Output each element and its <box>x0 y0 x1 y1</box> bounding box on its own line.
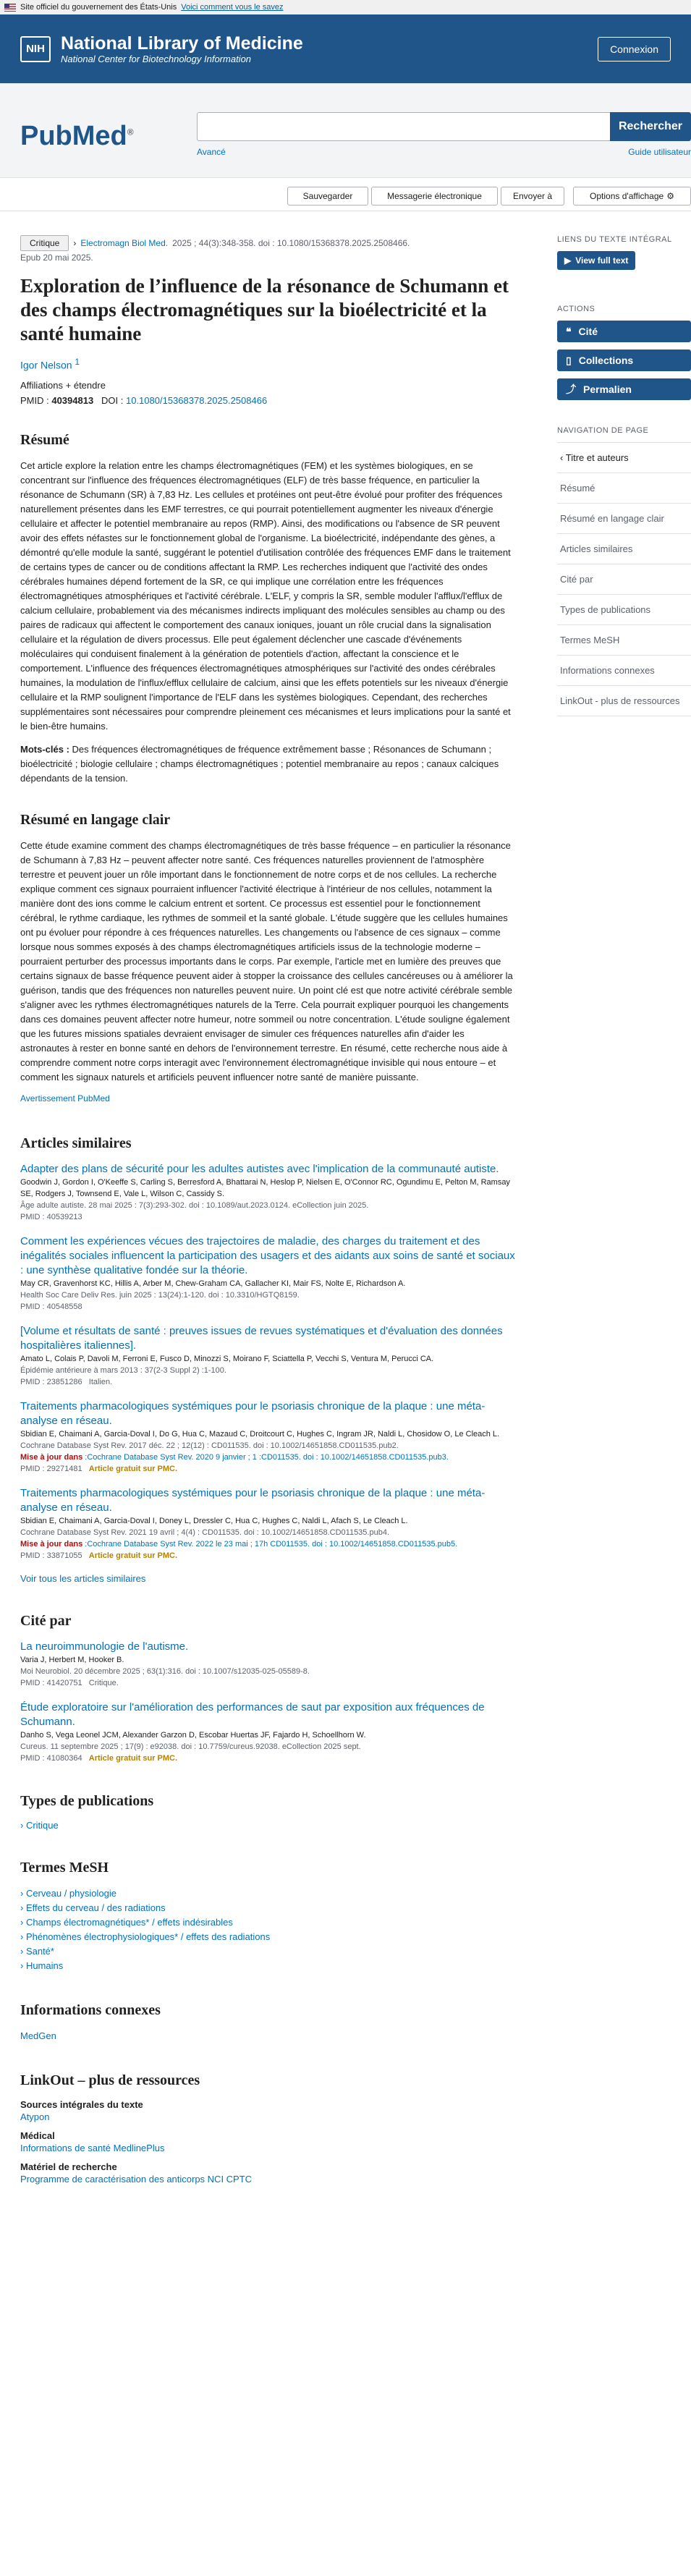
article-link[interactable]: Adapter des plans de sécurité pour les adultes autistes avec l'implication de la communauté autiste. <box>20 1162 499 1175</box>
keywords: Mots-clés : Des fréquences électromagnétiques de fréquence extrêmement basse ; Résonances de Schumann ; bioélectricité ; biologie cellulaire ; champs électromagnétiques ; potentiel membranaire au repos ; canaux calciques dépendants de la tension. <box>20 743 499 784</box>
update-link[interactable]: :Cochrane Database Syst Rev. 2020 9 janvier ; 1 :CD011535. doi : 10.1002/14651858.CD011535.pub3. <box>85 1452 449 1462</box>
main-content <box>20 235 516 2187</box>
similar-article: Traitements pharmacologiques systémiques pour le psoriasis chronique de la plaque : une méta-analyse en réseau. Sbidian E, Chaimani A, Garcia-Doval I, Do G, Hua C, Mazaud C, Droitcourt C, Hughes C, Ingram JR, Naldi L, Chosidow O, Le Cleach L. Cochrane Database Syst Rev. 2017 déc. 22 ; 12(12) : CD011535. doi : 10.1002/14651858.CD011535.pub2. Mise à jour dans :Cochrane Database Syst Rev. 2020 9 janvier ; 1 :CD011535. doi : 10.1002/14651858.CD011535.pub3. PMID : 29271481 Article gratuit sur PMC. <box>20 1399 500 1473</box>
see-all-similar-link[interactable]: Voir tous les articles similaires <box>20 1572 146 1584</box>
update-link[interactable]: :Cochrane Database Syst Rev. 2022 le 23 mai ; 17h CD011535. doi : 10.1002/14651858.CD011535.pub5. <box>85 1539 458 1548</box>
article-link[interactable]: La neuroimmunologie de l'autisme. <box>20 1640 189 1653</box>
gear-icon: ⚙ <box>666 191 674 201</box>
doi-link[interactable]: 10.1080/15368378.2025.2508466 <box>125 394 268 406</box>
collections-button[interactable]: ▯ Collections <box>557 349 691 371</box>
nav-related-info[interactable]: Informations connexes <box>557 656 691 686</box>
similar-article: Adapter des plans de sécurité pour les adultes autistes avec l'implication de la communauté autiste. Goodwin J, Gordon I, O'Keeffe S, Carling S, Berresford A, Bhattarai N, Heslop P, Nielsen E, O'Connor RC, Ogundimu E, Pelton M, Ramsay SE, Rodgers J, Townsend E, Vale L, Wilson C, Cassidy S. Âge adulte autiste. 28 mai 2025 : 7(3):293-302. doi : 10.1089/aut.2023.0124. eCollection juin 2025. PMID : 40539213 <box>20 1162 510 1221</box>
search-button[interactable]: Rechercher <box>610 112 691 141</box>
nav-abstract[interactable]: Résumé <box>557 473 691 504</box>
send-to-button[interactable]: Envoyer à <box>501 187 564 206</box>
gov-banner <box>0 0 691 14</box>
article-link[interactable]: Traitements pharmacologiques systémiques pour le psoriasis chronique de la plaque : une méta-analyse en réseau. <box>20 1399 486 1427</box>
mesh-term-link[interactable]: › Effets du cerveau / des radiations <box>20 1902 166 1913</box>
mesh-heading: Termes MeSH <box>20 1859 109 1876</box>
chevron-left-icon: ‹ <box>560 452 564 463</box>
linkout-sections: Sources intégrales du texte Atypon Médical Informations de santé MedlinePlus Matériel de recherche Programme de caractérisation des anticorps NCI CPTC <box>20 2098 253 2185</box>
lay-summary-text: Cette étude examine comment des champs électromagnétiques de très basse fréquence – en particulier la résonance de Schumann à 7,83 Hz – peuvent affecter notre santé. Ces fréquences naturelles proviennent de l'atmosphère terrestre et peuvent jouer un rôle important dans le fonctionnement de notre corps et de nos cellules. La recherche explique comment ces signaux pourraient influencer l'activité électrique à l'intérieur de nos cellules, notamment la manière dont des ions comme le calcium entrent et sortent. Ce processus est essentiel pour le fonctionnement cérébral, le rythme cardiaque, les rythmes de sommeil et la santé globale. L'étude suggère que les cellules humaines ont pu évoluer pour répondre à ces fréquences naturelles. Les changements ou l'absence de ces signaux – comme lorsque nous sommes exposés à des champs électromagnétiques artificiels issus de la technologie moderne – pourraient perturber des processus importants dans le corps. Par exemple, l'article met en lumière des preuves que certains signaux de basse fréquence peuvent aider à stopper la croissance des cellules cancéreuses ou à améliorer la guérison, tandis que des fréquences non naturelles peuvent nuire. Un point clé est que notre activité cérébrale semble s'aligner avec les rythmes électromagnétiques naturels de la Terre. Cela pourrait expliquer pourquoi les changements dans ces domaines peuvent affecter notre humeur, notre sommeil ou notre concentration. L'étude souligne également que les futures missions spatiales devraient envisager de simuler ces fréquences naturelles afin d'aider les astronautes à rester en bonne santé en dehors de l'environnement terrestre. En résumé, cette recherche nous aide à comprendre comment notre corps interagit avec l'environnement électromagnétique invisible qui nous entoure – et comment les signaux naturels et artificiels peuvent influencer notre santé de manière puissante. <box>20 839 513 1082</box>
publication-type-link[interactable]: › Critique <box>20 1819 59 1831</box>
display-options-button[interactable]: Options d'affichage ⚙ <box>573 187 691 206</box>
us-flag-icon <box>4 4 16 12</box>
email-button[interactable]: Messagerie électronique <box>371 187 498 206</box>
bookmark-icon: ▯ <box>566 354 572 366</box>
mesh-term-link[interactable]: › Champs électromagnétiques* / effets indésirables <box>20 1916 233 1928</box>
mesh-term-link[interactable]: › Cerveau / physiologie <box>20 1887 116 1899</box>
play-circle-icon: ▶ <box>564 255 572 266</box>
mesh-term-link[interactable]: › Humains <box>20 1959 64 1971</box>
article-link[interactable]: [Volume et résultats de santé : preuves issues de revues systématiques et d'évaluation des données hospitalières italiennes]. <box>20 1324 503 1352</box>
quote-icon: ❝ <box>566 325 572 337</box>
free-pmc-badge: Article gratuit sur PMC. <box>88 1753 178 1763</box>
citation-line <box>20 235 516 251</box>
identifiers: PMID : 40394813 DOI : 10.1080/15368378.2025.2508466 <box>20 394 268 406</box>
citation-text: 2025 ; 44(3):348-358. doi : 10.1080/15368378.2025.2508466. <box>172 238 410 248</box>
article-link[interactable]: Étude exploratoire sur l'amélioration des performances de saut par exposition aux fréquences de Schumann. <box>20 1700 485 1728</box>
lay-summary-heading: Résumé en langage clair <box>20 811 171 828</box>
cite-button[interactable]: ❝ Cité <box>557 321 691 342</box>
medgen-link[interactable]: MedGen <box>20 2030 56 2041</box>
nlm-logo[interactable] <box>20 33 303 64</box>
publication-types-heading: Types de publications <box>20 1792 154 1809</box>
nav-linkout[interactable]: LinkOut - plus de ressources <box>557 686 691 716</box>
nav-publication-types[interactable]: Types de publications <box>557 595 691 625</box>
linkout-link[interactable]: Programme de caractérisation des anticorps NCI CPTC <box>20 2173 253 2185</box>
related-info-heading: Informations connexes <box>20 2001 161 2018</box>
article-type-badge: Critique <box>20 235 69 251</box>
pubmed-logo[interactable]: PubMed® <box>20 121 134 151</box>
article-link[interactable]: Comment les expériences vécues des trajectoires de maladie, des charges du traitement et des inégalités sociales influencent la participation des usagers et des aidants aux soins de santé et sociaux : une synthèse qualitative fondée sur la théorie. <box>20 1234 515 1276</box>
article-title: Exploration de l’influence de la résonance de Schumann et des champs électromagnétiques sur la bioélectricité et la santé humaine <box>20 275 509 344</box>
chevron-right-icon: › <box>73 238 77 248</box>
similar-articles-list <box>20 1162 516 1562</box>
share-icon: ⤴ <box>566 384 576 395</box>
similar-articles-heading: Articles similaires <box>20 1135 132 1151</box>
linkout-link[interactable]: Atypon <box>20 2111 50 2122</box>
pmid: 40394813 <box>51 394 94 406</box>
view-full-text-button[interactable]: ▶ View full text <box>557 251 635 270</box>
author-link[interactable]: Igor Nelson <box>20 359 72 371</box>
gov-banner-text: Site officiel du gouvernement des États-Unis <box>20 3 177 12</box>
citing-article: Étude exploratoire sur l'amélioration des performances de saut par exposition aux fréquences de Schumann. Danho S, Vega Leonel JCM, Alexander Garzon D, Escobar Huertas JF, Fajardo H, Schoellhorn W. Cureus. 11 septembre 2025 ; 17(9) : e92038. doi : 10.7759/cureus.92038. eCollection 2025 sept. PMID : 41080364 Article gratuit sur PMC. <box>20 1700 485 1763</box>
full-text-links-heading: LIENS DU TEXTE INTÉGRAL <box>557 235 672 244</box>
org-subtitle: National Center for Biotechnology Information <box>61 54 252 64</box>
nav-mesh-terms[interactable]: Termes MeSH <box>557 625 691 656</box>
epub-date: Epub 20 mai 2025. <box>20 253 93 263</box>
author-list <box>20 357 516 371</box>
citing-article: La neuroimmunologie de l'autisme. Varia J, Herbert M, Hooker B. Moi Neurobiol. 20 décembre 2025 ; 63(1):316. doi : 10.1007/s12035-025-05589-8. PMID : 41420751 Critique. <box>20 1640 310 1687</box>
action-toolbar <box>0 178 691 211</box>
nav-title-authors[interactable]: ‹ Titre et auteurs <box>557 442 691 473</box>
search-input[interactable] <box>197 112 611 141</box>
mesh-term-link[interactable]: › Santé* <box>20 1945 54 1957</box>
mesh-term-link[interactable]: › Phénomènes électrophysiologiques* / effets des radiations <box>20 1931 271 1942</box>
linkout-link[interactable]: Informations de santé MedlinePlus <box>20 2142 165 2153</box>
sidebar <box>557 235 691 716</box>
similar-article: Traitements pharmacologiques systémiques pour le psoriasis chronique de la plaque : une méta-analyse en réseau. Sbidian E, Chaimani A, Garcia-Doval I, Doney L, Dressler C, Hua C, Hughes C, Naldi L, Afach S, Le Cleach L. Cochrane Database Syst Rev. 2021 19 avril ; 4(4) : CD011535. doi : 10.1002/14651858.CD011535.pub4. Mise à jour dans :Cochrane Database Syst Rev. 2022 le 23 mai ; 17h CD011535. doi : 10.1002/14651858.CD011535.pub5. PMID : 33871055 Article gratuit sur PMC. <box>20 1486 486 1560</box>
page-navigation <box>557 442 691 716</box>
nav-lay-summary[interactable]: Résumé en langage clair <box>557 504 691 534</box>
permalink-button[interactable]: ⤴ Permalien <box>557 378 691 400</box>
similar-article: Comment les expériences vécues des trajectoires de maladie, des charges du traitement et des inégalités sociales influencent la participation des usagers et des aidants aux soins de santé et sociaux : une synthèse qualitative fondée sur la théorie. May CR, Gravenhorst KC, Hillis A, Arber M, Chew-Graham CA, Gallacher KI, Mair FS, Nolte E, Richardson A. Health Soc Care Deliv Res. juin 2025 : 13(24):1-120. doi : 10.3310/HGTQ8159. PMID : 40548558 <box>20 1234 515 1311</box>
free-pmc-badge: Article gratuit sur PMC. <box>88 1551 178 1560</box>
how-you-know-link[interactable]: Voici comment vous le savez <box>181 3 284 12</box>
journal-link[interactable]: Electromagn Biol Med. <box>80 238 169 248</box>
article-link[interactable]: Traitements pharmacologiques systémiques pour le psoriasis chronique de la plaque : une méta-analyse en réseau. <box>20 1486 486 1514</box>
affiliations-toggle[interactable]: Affiliations + étendre <box>20 379 106 391</box>
free-pmc-badge: Article gratuit sur PMC. <box>88 1464 178 1473</box>
nav-similar-articles[interactable]: Articles similaires <box>557 534 691 564</box>
page-navigation-heading: NAVIGATION DE PAGE <box>557 426 649 435</box>
abstract-text: Cet article explore la relation entre les champs électromagnétiques (FEM) et les systèmes biologiques, en se concentrant sur l'influence des fréquences électromagnétiques (ELF) de très basse fréquence, en particulier la résonance de Schumann (SR) à 7,83 Hz. Les cellules et protéines ont peut-être évolué pour profiter des fréquences naturellement présentes dans les EMF terrestres, ce qui pourrait potentiellement augmenter les niveaux d'énergie cellulaire et affecter le potentiel membranaire au repos (RMP). Ainsi, des modifications ou l'absence de SR peuvent avoir des effets néfastes sur le fonctionnement global de l'organisme. La bioélectricité, indépendante des gènes, a démontré qu'elle module la santé, suggérant le potentiel d'utilisation contrôlée des fréquences EMF dans le traitement de certains types de cancer ou de conditions affectant la RMP. Les recherches indiquent que l'activité des ondes cérébrales humaines dépend fortement de la SR, ce qui implique une corrélation entre les fréquences électromagnétiques atmosphériques et l'activité cérébrale. L'ELF, y compris la SR, semble moduler l'afflux/l'efflux de calcium cellulaire, probablement via des mécanismes indirects impliquant des molécules sensibles au champ ou des paires de radicaux qui affectent le comportement des canaux ioniques, jouant un rôle crucial dans la signalisation cellulaire et la régulation de divers processus. Elle peut également déclencher une cascade d'événements moléculaires qui conduisent finalement à la génération de potentiels d'action, affectant la conscience et le comportement. L'influence des fréquences électromagnétiques atmosphériques sur l'activité des ondes cérébrales humaines, la modulation de l'influx/efflux cellulaire de calcium, ainsi que les effets potentiels sur les niveaux d'énergie cellulaire et la RMP soulignent l'importance de l'ELF dans les systèmes biologiques. Cependant, des recherches supplémentaires sont nécessaires pour comprendre pleinement ces mécanismes et leurs implications pour la santé et le bien-être humains. <box>20 459 511 732</box>
nav-cited-by[interactable]: Cité par <box>557 564 691 595</box>
similar-article: [Volume et résultats de santé : preuves issues de revues systématiques et d'évaluation des données hospitalières italiennes]. Amato L, Colais P, Davoli M, Ferroni E, Fusco D, Minozzi S, Moirano F, Sciattella P, Vecchi S, Ventura M, Perucci CA. Épidémie antérieure à mars 2013 : 37(2-3 Suppl 2) :1-100. PMID : 23851286 Italien. <box>20 1324 503 1386</box>
user-guide-link[interactable]: Guide utilisateur <box>628 147 691 157</box>
linkout-heading: LinkOut – plus de ressources <box>20 2072 200 2088</box>
org-title: National Library of Medicine <box>61 33 303 54</box>
cited-by-heading: Cité par <box>20 1612 72 1629</box>
affiliation-ref[interactable]: 1 <box>75 357 80 367</box>
advanced-search-link[interactable]: Avancé <box>197 147 226 157</box>
abstract-heading: Résumé <box>20 431 69 448</box>
nih-header <box>0 14 691 83</box>
search-area <box>0 83 691 178</box>
actions-heading: ACTIONS <box>557 305 595 313</box>
nih-badge: NIH <box>20 36 51 62</box>
save-button[interactable]: Sauvegarder <box>287 187 368 206</box>
mesh-terms <box>20 1886 516 1973</box>
login-button[interactable]: Connexion <box>598 37 671 62</box>
pubmed-disclaimer-link[interactable]: Avertissement PubMed <box>20 1093 110 1103</box>
